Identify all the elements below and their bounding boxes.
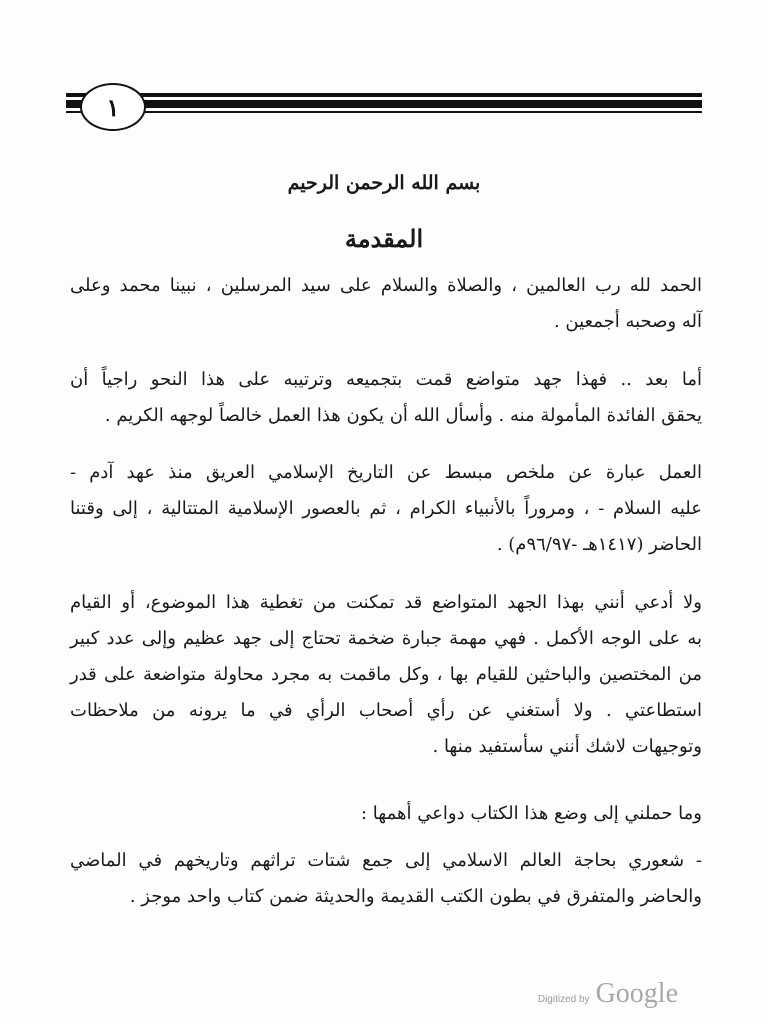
paragraph-6 xyxy=(70,843,702,915)
paragraph-1 xyxy=(70,268,702,340)
paragraph-3 xyxy=(70,455,702,563)
page-title: المقدمة xyxy=(344,224,424,253)
paragraph-line: استطاعتي . ولا أستغني عن رأي أصحاب الرأي في ما يرونه من ملاحظات xyxy=(70,700,702,721)
paragraph-line: عليه السلام - ، ومروراً بالأنبياء الكرام ، ثم بالعصور الإسلامية المتتالية ، إلى وقتنا xyxy=(70,498,702,519)
page-number: ١ xyxy=(80,83,146,131)
header-rule-bar xyxy=(66,93,702,97)
paragraph-line: أما بعد .. فهذا جهد متواضع قمت بتجميعه وترتيبه على هذا النحو راجياً أن xyxy=(70,369,702,390)
header-rule xyxy=(66,93,702,117)
header-rule-bar xyxy=(66,100,702,108)
digitization-watermark xyxy=(538,978,678,1010)
basmala: بسم الله الرحمن الرحيم xyxy=(287,172,481,194)
paragraph-line: ولا أدعي أنني بهذا الجهد المتواضع قد تمكنت من تغطية هذا الموضوع، أو القيام xyxy=(70,592,702,613)
paragraph-line: وما حملني إلى وضع هذا الكتاب دواعي أهمها : xyxy=(361,803,702,824)
paragraph-line: الحمد لله رب العالمين ، والصلاة والسلام على سيد المرسلين ، نبينا محمد وعلى xyxy=(70,275,702,296)
paragraph-line: يحقق الفائدة المأمولة منه . وأسأل الله أن يكون هذا العمل خالصاً لوجهه الكريم . xyxy=(104,405,702,426)
paragraph-line: - شعوري بحاجة العالم الاسلامي إلى جمع شتات تراثهم وتاريخهم في الماضي xyxy=(70,850,702,871)
paragraph-line: والحاضر والمتفرق في بطون الكتب القديمة والحديثة ضمن كتاب واحد موجز . xyxy=(129,886,702,907)
paragraph-line: به على الوجه الأكمل . فهي مهمة جبارة ضخمة تحتاج إلى جهد عظيم وإلى عدد كبير xyxy=(70,628,702,649)
google-logo: Google xyxy=(595,978,678,1009)
paragraph-line: وتوجيهات لاشك أنني سأستفيد منها . xyxy=(432,736,702,757)
header-rule-bar xyxy=(66,111,702,113)
paragraph-line: آله وصحبه أجمعين . xyxy=(553,311,702,332)
paragraph-line: الحاضر (١٤١٧هـ -٩٦/٩٧م) . xyxy=(496,534,702,555)
paragraph-5 xyxy=(70,796,702,832)
paragraph-line: من المختصين والباحثين للقيام بها ، وكل ماقمت به مجرد محاولة متواضعة على قدر xyxy=(70,664,702,685)
paragraph-2 xyxy=(70,362,702,434)
paragraph-line: العمل عبارة عن ملخص مبسط عن التاريخ الإسلامي العريق منذ عهد آدم - xyxy=(70,462,702,483)
digitized-by-label: Digitized by xyxy=(537,994,590,1005)
paragraph-4 xyxy=(70,585,702,765)
